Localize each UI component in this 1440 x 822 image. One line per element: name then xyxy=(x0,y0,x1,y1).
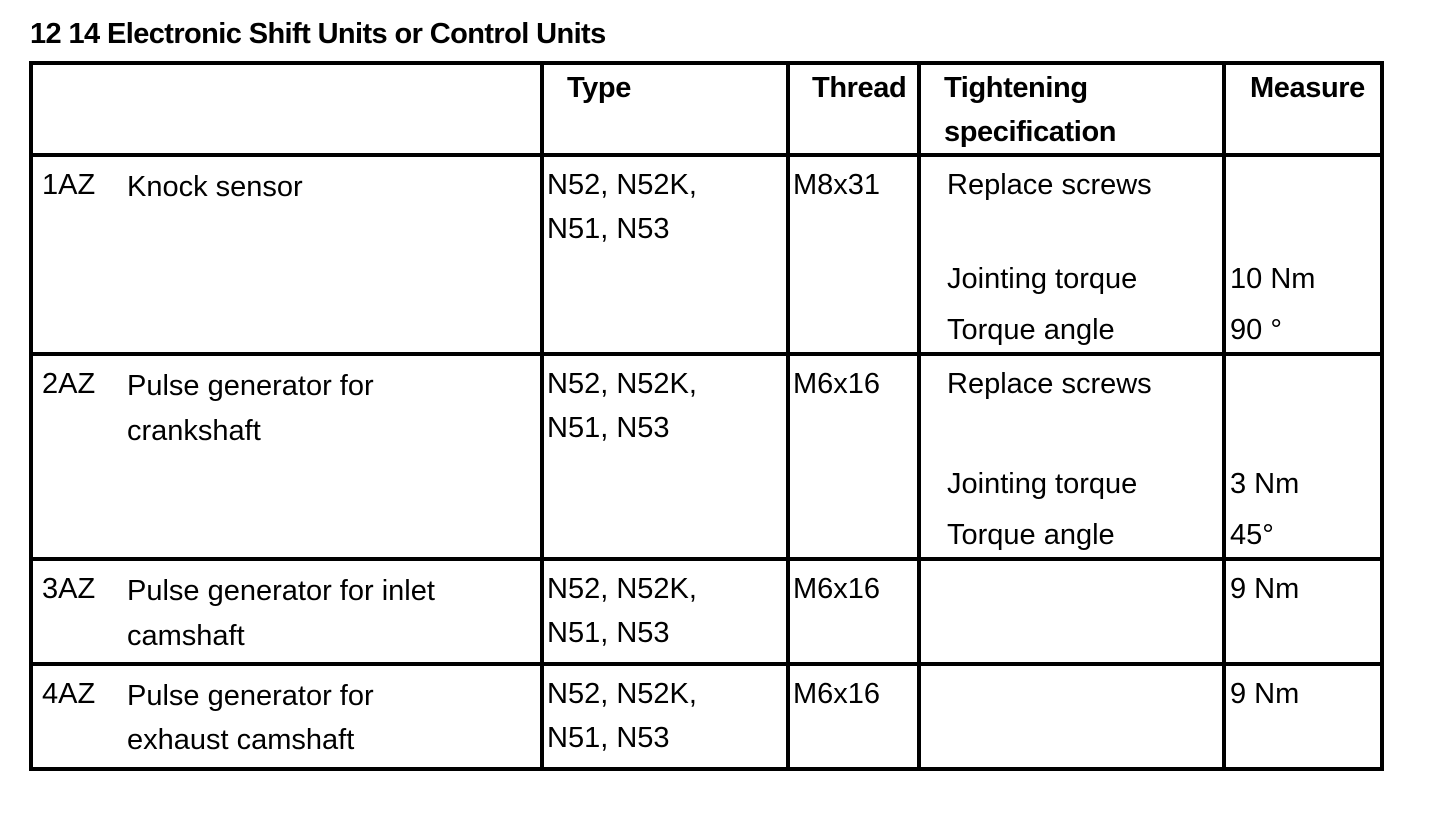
row-type-line2: N51, N53 xyxy=(547,412,670,444)
row-spec: Jointing torque xyxy=(947,263,1138,295)
column-divider xyxy=(540,61,544,771)
header-thread: Thread xyxy=(812,72,907,104)
row-description-line2: exhaust camshaft xyxy=(127,724,355,756)
row-code: 2AZ xyxy=(42,368,96,400)
row-type-line1: N52, N52K, xyxy=(547,368,697,400)
row-measure: 3 Nm xyxy=(1230,468,1300,500)
column-divider xyxy=(1222,61,1226,771)
row-type-line1: N52, N52K, xyxy=(547,169,697,201)
row-type-line1: N52, N52K, xyxy=(547,678,697,710)
header-tightening-line2: specification xyxy=(944,116,1117,148)
row-code: 1AZ xyxy=(42,169,96,201)
row-description-line2: camshaft xyxy=(127,620,245,652)
row-description-line1: Pulse generator for xyxy=(127,680,374,712)
header-type: Type xyxy=(567,72,631,104)
row-divider xyxy=(29,153,1384,157)
row-spec: Jointing torque xyxy=(947,468,1138,500)
row-thread: M6x16 xyxy=(793,368,881,400)
row-divider xyxy=(29,557,1384,561)
row-spec: Replace screws xyxy=(947,169,1152,201)
row-thread: M6x16 xyxy=(793,573,881,605)
row-type-line2: N51, N53 xyxy=(547,213,670,245)
row-code: 3AZ xyxy=(42,573,96,605)
row-description-line2: crankshaft xyxy=(127,415,261,447)
row-divider xyxy=(29,662,1384,666)
row-divider xyxy=(29,352,1384,356)
row-description-line1: Pulse generator for inlet xyxy=(127,575,435,607)
column-divider xyxy=(917,61,921,771)
row-thread: M8x31 xyxy=(793,169,881,201)
row-description-line1: Pulse generator for xyxy=(127,370,374,402)
row-measure: 9 Nm xyxy=(1230,573,1300,605)
row-code: 4AZ xyxy=(42,678,96,710)
row-type-line2: N51, N53 xyxy=(547,722,670,754)
row-spec: Torque angle xyxy=(947,519,1115,551)
column-divider xyxy=(786,61,790,771)
row-spec: Torque angle xyxy=(947,314,1115,346)
row-type-line1: N52, N52K, xyxy=(547,573,697,605)
row-thread: M6x16 xyxy=(793,678,881,710)
row-measure: 90 ° xyxy=(1230,314,1282,346)
row-measure: 45° xyxy=(1230,519,1274,551)
header-measure: Measure xyxy=(1250,72,1365,104)
row-measure: 10 Nm xyxy=(1230,263,1316,295)
row-spec: Replace screws xyxy=(947,368,1152,400)
row-type-line2: N51, N53 xyxy=(547,617,670,649)
document-title: 12 14 Electronic Shift Units or Control Units xyxy=(30,18,606,50)
row-description: Knock sensor xyxy=(127,171,303,203)
row-measure: 9 Nm xyxy=(1230,678,1300,710)
header-tightening-line1: Tightening xyxy=(944,72,1088,104)
